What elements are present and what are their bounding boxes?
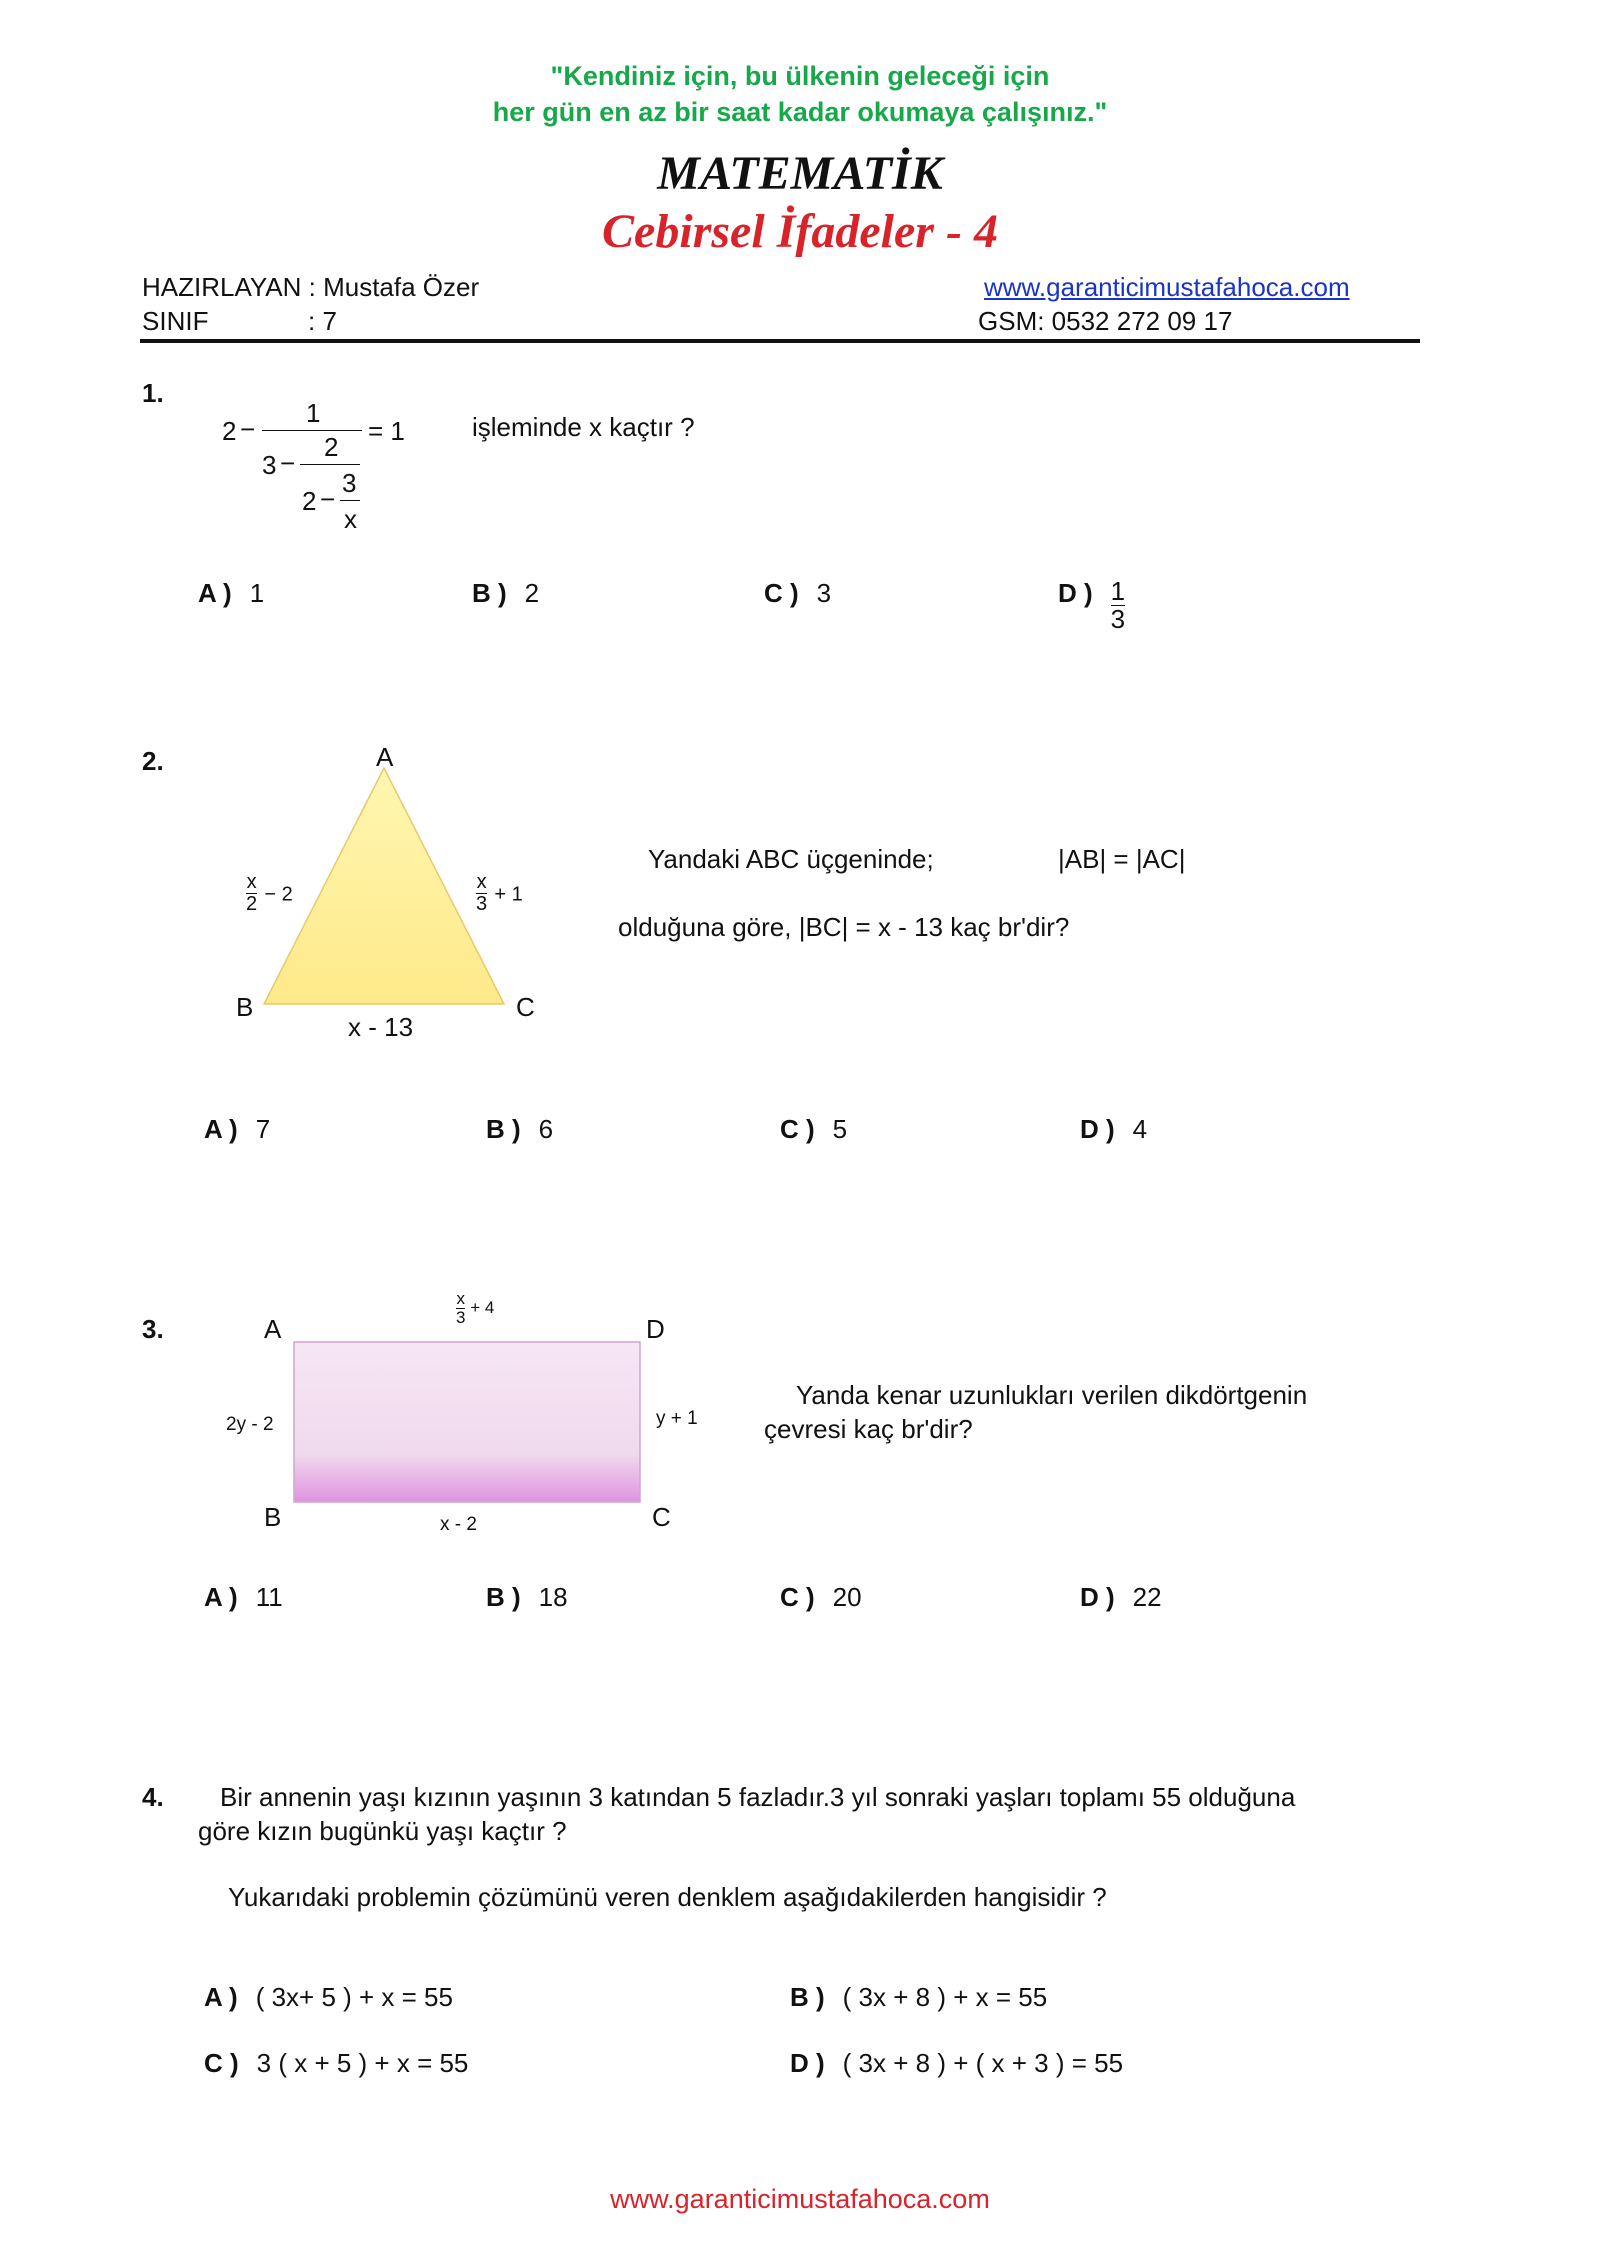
vertex-c: C (652, 1502, 671, 1532)
option-value: 7 (255, 1114, 271, 1144)
header-divider (140, 339, 1420, 343)
class-label: SINIF (142, 306, 209, 336)
expr-term: x (344, 504, 357, 534)
fraction-numerator: x (456, 1289, 465, 1308)
option-label: D ) (1080, 1582, 1115, 1612)
option-d[interactable] (1080, 1114, 1147, 1145)
option-fraction (1111, 578, 1125, 634)
fraction-numerator: 1 (1110, 576, 1126, 606)
footer-website[interactable]: www.garanticimustafahoca.com (610, 2184, 990, 2214)
class-value: : 7 (308, 306, 337, 336)
side-fraction (456, 1290, 465, 1327)
fraction-denominator: 2 (246, 893, 258, 915)
website-link[interactable]: www.garanticimustafahoca.com (984, 272, 1350, 302)
option-b[interactable] (472, 578, 539, 609)
expr-term: 3 (262, 450, 277, 480)
question-text: işleminde x kaçtır ? (472, 412, 695, 442)
motto-line-2: her gün en az bir saat kadar okumaya çalışınız." (492, 97, 1108, 127)
motto-line-1: "Kendiniz için, bu ülkenin geleceği için (550, 61, 1050, 91)
option-value: 6 (538, 1114, 554, 1144)
question-text: göre kızın bugünkü yaşı kaçtır ? (198, 1816, 567, 1846)
option-label: B ) (790, 1982, 825, 2012)
question-number: 1. (142, 378, 164, 408)
option-value: 20 (832, 1582, 862, 1612)
vertex-b: B (236, 992, 254, 1022)
fraction-denominator: 3 (456, 1307, 466, 1327)
side-ab-label: 2y - 2 (226, 1414, 274, 1435)
option-a[interactable] (204, 1982, 453, 2013)
author-label: HAZIRLAYAN : Mustafa Özer (142, 272, 480, 302)
question-prompt: Yukarıdaki problemin çözümünü veren denklem aşağıdakilerden hangisidir ? (228, 1882, 1107, 1912)
option-a[interactable] (204, 1114, 270, 1145)
question-number: 4. (142, 1782, 164, 1812)
side-fraction (246, 872, 257, 915)
side-rest: + 4 (470, 1297, 495, 1317)
fraction-bar (340, 500, 360, 501)
option-a[interactable] (204, 1582, 283, 1613)
expr-op: − (320, 484, 336, 514)
vertex-a: A (376, 742, 394, 772)
option-label: C ) (204, 2048, 239, 2078)
option-label: C ) (764, 578, 799, 608)
fraction-denominator: 3 (1110, 604, 1126, 635)
option-value: ( 3x+ 5 ) + x = 55 (255, 1982, 453, 2012)
option-label: B ) (486, 1582, 521, 1612)
fraction-bar (300, 464, 360, 465)
option-b[interactable] (486, 1114, 553, 1145)
option-c[interactable] (780, 1114, 847, 1145)
option-d[interactable] (790, 2048, 1123, 2079)
vertex-c: C (516, 992, 535, 1022)
option-label: A ) (204, 1114, 238, 1144)
option-a[interactable] (198, 578, 264, 609)
option-value: 18 (538, 1582, 568, 1612)
question-text: Yandaki ABC üçgeninde; (648, 844, 934, 874)
question-text: olduğuna göre, |BC| = x - 13 kaç br'dir? (618, 912, 1070, 942)
option-value: ( 3x + 8 ) + x = 55 (842, 1982, 1048, 2012)
option-value: 2 (524, 578, 540, 608)
option-label: A ) (198, 578, 232, 608)
question-equation: |AB| = |AC| (1058, 844, 1186, 874)
rectangle-abcd (294, 1342, 640, 1502)
question-text: Bir annenin yaşı kızının yaşının 3 katından 5 fazladır.3 yıl sonraki yaşları toplamı 55 olduğuna (220, 1782, 1296, 1812)
option-value: 5 (832, 1114, 848, 1144)
option-d[interactable] (1058, 578, 1125, 634)
option-label: B ) (486, 1114, 521, 1144)
option-value: 4 (1132, 1114, 1148, 1144)
side-dc-label: y + 1 (656, 1408, 698, 1429)
expr-term: 1 (306, 398, 321, 428)
question-text: çevresi kaç br'dir? (764, 1414, 973, 1444)
side-ac-label (476, 872, 523, 915)
option-value: 3 (816, 578, 832, 608)
side-rest: + 1 (494, 883, 523, 906)
triangle-abc (264, 768, 504, 1004)
expr-term: 2 (302, 486, 317, 516)
rectangle-figure (292, 1340, 642, 1504)
expr-term: 2 (324, 432, 339, 462)
option-value: ( 3x + 8 ) + ( x + 3 ) = 55 (842, 2048, 1124, 2078)
side-fraction (476, 872, 487, 915)
option-label: A ) (204, 1982, 238, 2012)
expr-term: 2 (222, 416, 237, 446)
vertex-b: B (264, 1502, 282, 1532)
option-label: A ) (204, 1582, 238, 1612)
expr-term: 3 (342, 468, 357, 498)
option-label: C ) (780, 1582, 815, 1612)
option-b[interactable] (790, 1982, 1047, 2013)
option-label: C ) (780, 1114, 815, 1144)
option-value: 3 ( x + 5 ) + x = 55 (256, 2048, 469, 2078)
option-c[interactable] (780, 1582, 862, 1613)
option-b[interactable] (486, 1582, 568, 1613)
option-label: D ) (790, 2048, 825, 2078)
option-value: 11 (255, 1582, 283, 1612)
side-bc-label: x - 2 (440, 1514, 477, 1535)
expr-op: − (280, 448, 296, 478)
fraction-bar (262, 430, 362, 431)
question-text: Yanda kenar uzunlukları verilen dikdörtgenin (796, 1380, 1308, 1410)
option-value: 1 (249, 578, 265, 608)
gsm-number: GSM: 0532 272 09 17 (978, 306, 1233, 336)
fraction-numerator: x (246, 871, 257, 893)
topic-title: Cebirsel İfadeler - 4 (602, 205, 998, 258)
continued-fraction (218, 398, 418, 538)
option-c[interactable] (204, 2048, 468, 2079)
side-rest: − 2 (264, 883, 293, 906)
option-d[interactable] (1080, 1582, 1162, 1613)
question-number: 3. (142, 1314, 164, 1344)
vertex-d: D (646, 1314, 665, 1344)
option-value: 22 (1132, 1582, 1162, 1612)
fraction-numerator: x (476, 871, 487, 893)
option-label: D ) (1058, 578, 1093, 608)
option-c[interactable] (764, 578, 831, 609)
expr-op: − (240, 414, 256, 444)
subject-title: MATEMATİK (657, 147, 943, 200)
fraction-denominator: 3 (476, 893, 488, 915)
side-bc-label: x - 13 (348, 1012, 414, 1042)
option-label: D ) (1080, 1114, 1115, 1144)
expr-equals: = 1 (368, 416, 405, 446)
side-ab-label (246, 872, 293, 915)
question-number: 2. (142, 746, 164, 776)
option-label: B ) (472, 578, 507, 608)
side-ad-label (456, 1290, 494, 1327)
vertex-a: A (264, 1314, 282, 1344)
